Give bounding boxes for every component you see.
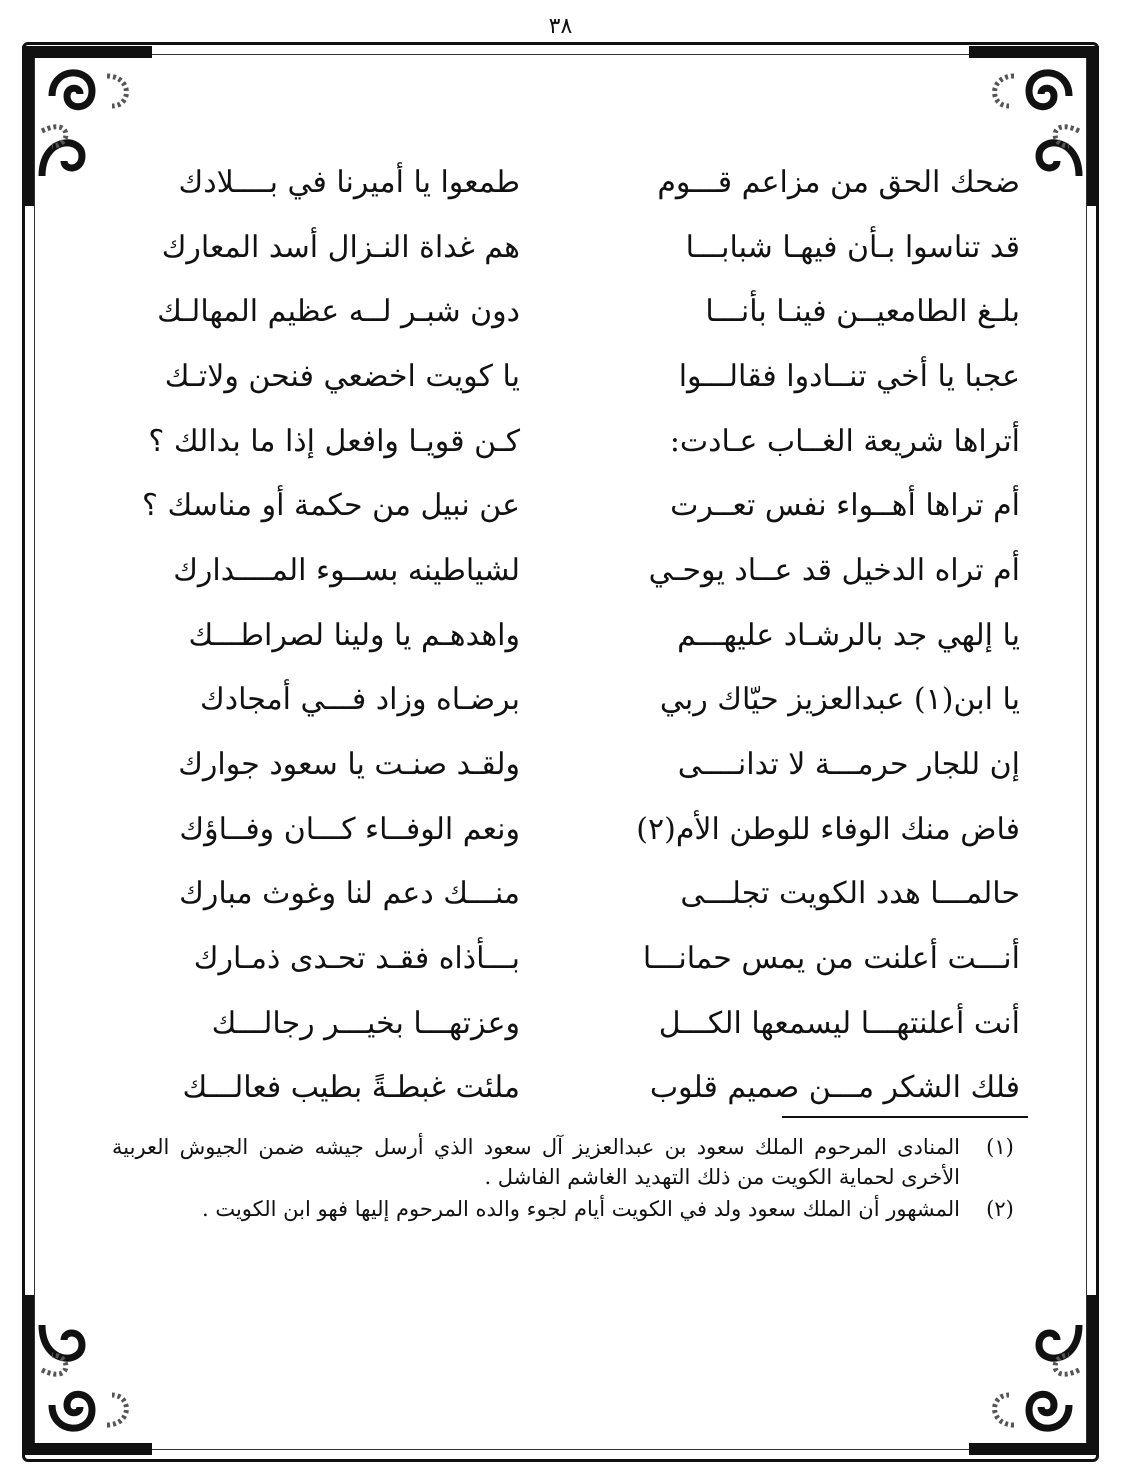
- verse: [120, 991, 1020, 1056]
- verse-first-hemistich: فلك الشكر مـــن صميم قلوب: [649, 1070, 1020, 1106]
- verse-second-hemistich: ولقـد صنـت يا سعود جوارك: [178, 747, 520, 783]
- verse-first-hemistich: بلـغ الطامعيــن فينـا بأنـــا: [705, 294, 1020, 330]
- verse: [120, 150, 1020, 215]
- verse-second-hemistich: كـن قويـا وافعل إذا ما بدالك ؟: [148, 423, 520, 459]
- verse: [120, 862, 1020, 927]
- verse-first-hemistich: فاض منك الوفاء للوطن الأم(٢): [636, 811, 1020, 847]
- verse-second-hemistich: واهدهـم يا ولينا لصراطـــك: [188, 617, 520, 653]
- footnote-separator: [782, 1116, 1028, 1118]
- verse-first-hemistich: أم تراها أهــواء نفس تعــرت: [670, 488, 1020, 524]
- footnote-text: المشهور أن الملك سعود ولد في الكويت أيام لجوء والده المرحوم إليها فهو ابن الكويت .: [201, 1197, 960, 1221]
- verse-second-hemistich: دون شبـر لــه عظيم المهالـك: [157, 294, 520, 330]
- poem: [120, 150, 1020, 1120]
- verse-first-hemistich: يا إلهي جد بالرشـاد عليهـــم: [677, 617, 1020, 653]
- verse-second-hemistich: عن نبيل من حكمة أو مناسك ؟: [141, 488, 520, 524]
- verse: [120, 732, 1020, 797]
- ornamental-corner-icon: [12, 1285, 162, 1465]
- verse-first-hemistich: يا ابن(١) عبدالعزيز حيّاك ربي: [659, 682, 1020, 718]
- verse-second-hemistich: برضـاه وزاد فـــي أمجادك: [199, 682, 520, 718]
- verse-second-hemistich: منـــك دعم لنا وغوث مبارك: [179, 876, 520, 912]
- verse: [120, 797, 1020, 862]
- verse: [120, 603, 1020, 668]
- verse-first-hemistich: أم تراه الدخيل قد عــاد يوحـي: [648, 552, 1020, 588]
- verse-second-hemistich: ونعم الوفــاء كـــان وفــاؤك: [179, 811, 520, 847]
- verse-second-hemistich: ملئت غبطـةً بطيب فعالـــك: [182, 1070, 520, 1106]
- verse-first-hemistich: حالمـــا هدد الكويت تجلـــى: [680, 876, 1020, 912]
- verse-second-hemistich: بـــأذاه فقـد تحـدى ذمـارك: [193, 941, 520, 977]
- verse-second-hemistich: وعزتهـــا بخيـــر رجالـــك: [211, 1005, 520, 1041]
- verse-second-hemistich: لشياطينه بســوء المــــدارك: [173, 552, 520, 588]
- verse-first-hemistich: أنت أعلنتهـــا ليسمعها الكـــل: [658, 1005, 1020, 1041]
- verse: [120, 668, 1020, 733]
- verse: [120, 344, 1020, 409]
- verse: [120, 215, 1020, 280]
- footnote-number: (١): [986, 1135, 1014, 1159]
- footnotes: [112, 1132, 1040, 1226]
- verse: [120, 409, 1020, 474]
- footnote: [112, 1194, 1040, 1224]
- verse-first-hemistich: أتراها شريعة الغــاب عـادت:: [669, 423, 1020, 459]
- verse-second-hemistich: يا كويت اخضعي فنحن ولاتـك: [164, 358, 520, 394]
- footnote: [112, 1132, 1040, 1192]
- verse: [120, 1056, 1020, 1121]
- verse: [120, 473, 1020, 538]
- footnote-number: (٢): [986, 1197, 1014, 1221]
- footnote-text: المنادى المرحوم الملك سعود بن عبدالعزيز آل سعود الذي أرسل جيشه ضمن الجيوش العربية الأخرى لحماية الكويت من ذلك التهديد الغاشم الفاشل .: [112, 1135, 960, 1189]
- verse: [120, 538, 1020, 603]
- verse-first-hemistich: إن للجار حرمـــة لا تدانــــى: [677, 747, 1020, 783]
- ornamental-corner-icon: [959, 1285, 1109, 1465]
- verse-first-hemistich: ضحك الحق من مزاعم قـــوم: [657, 164, 1020, 200]
- verse-first-hemistich: عجبا يا أخي تنــادوا فقالـــوا: [678, 358, 1020, 394]
- verse: [120, 279, 1020, 344]
- verse-second-hemistich: طمعوا يا أميرنا في بــــلادك: [178, 164, 520, 200]
- verse-first-hemistich: أنـــت أعلنت من يمس حمانـــا: [642, 941, 1020, 977]
- verse-first-hemistich: قد تناسوا بـأن فيهـا شبابـــا: [685, 229, 1020, 265]
- page-number: ٣٨: [548, 14, 573, 39]
- verse: [120, 926, 1020, 991]
- verse-second-hemistich: هم غداة النـزال أسد المعارك: [161, 229, 520, 265]
